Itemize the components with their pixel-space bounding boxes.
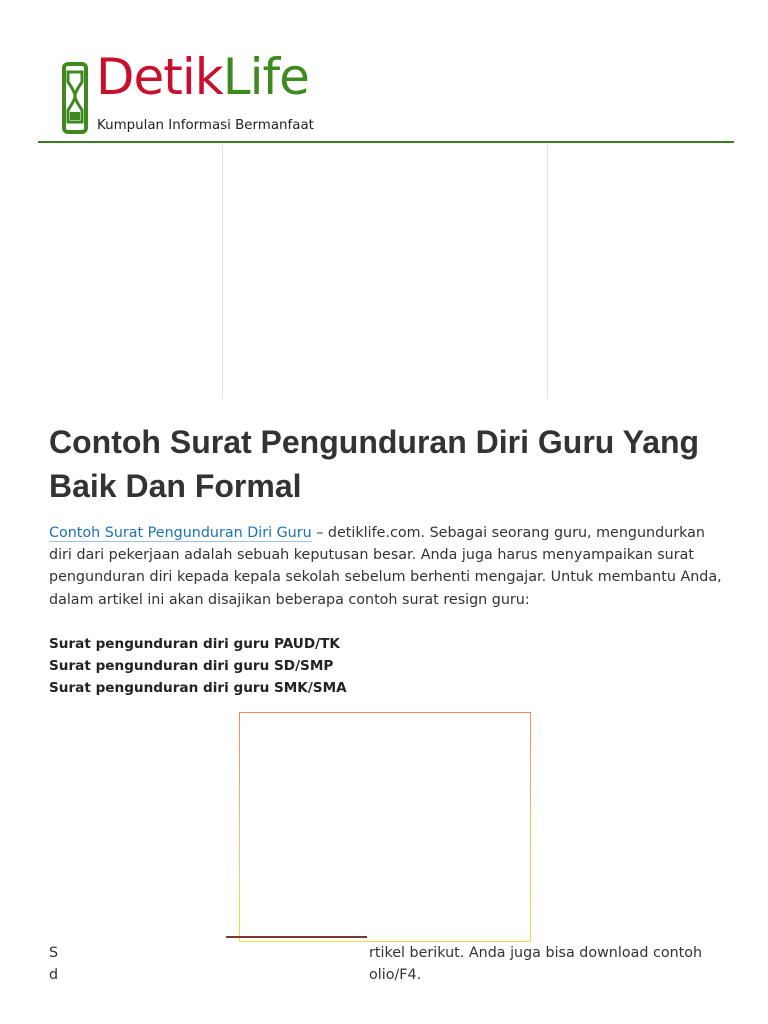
logo-secondary-text: Life — [222, 48, 309, 106]
article-intro — [49, 522, 729, 611]
outro-line1-end: rtikel berikut. Anda juga bisa download contoh — [369, 945, 703, 961]
outro-line1-start: S — [49, 945, 59, 961]
article-image — [239, 712, 531, 942]
guide-list — [49, 633, 729, 699]
list-item: Surat pengunduran diri guru SMK/SMA — [49, 679, 347, 696]
article-content — [49, 420, 729, 699]
intro-link[interactable]: Contoh Surat Pengunduran Diri Guru — [49, 525, 312, 541]
ad-placeholder — [222, 145, 548, 399]
image-caption-line — [226, 936, 367, 938]
list-item: Surat pengunduran diri guru PAUD/TK — [49, 635, 340, 652]
intro-text: – detiklife.com. Sebagai seorang guru, mengundurkan diri dari pekerjaan adalah sebuah keputusan besar. Anda juga harus menyampaikan surat pengunduran diri kepada kepala sekolah sebelum berhenti mengajar. Untuk membantu Anda, dalam artikel ini akan disajikan beberapa contoh surat resign guru: — [49, 525, 722, 608]
header-divider — [38, 141, 734, 143]
outro-line2-start: d — [49, 967, 59, 984]
article-title: Contoh Surat Pengunduran Diri Guru Yang Baik Dan Formal — [49, 424, 700, 504]
site-header — [0, 0, 768, 145]
site-tagline: Kumpulan Informasi Bermanfaat — [97, 118, 314, 133]
outro-line2-end: olio/F4. — [369, 967, 422, 984]
list-item: Surat pengunduran diri guru SD/SMP — [49, 657, 334, 674]
article-outro — [49, 942, 729, 986]
logo-primary-text: Detik — [96, 48, 223, 106]
hourglass-icon — [62, 62, 88, 134]
